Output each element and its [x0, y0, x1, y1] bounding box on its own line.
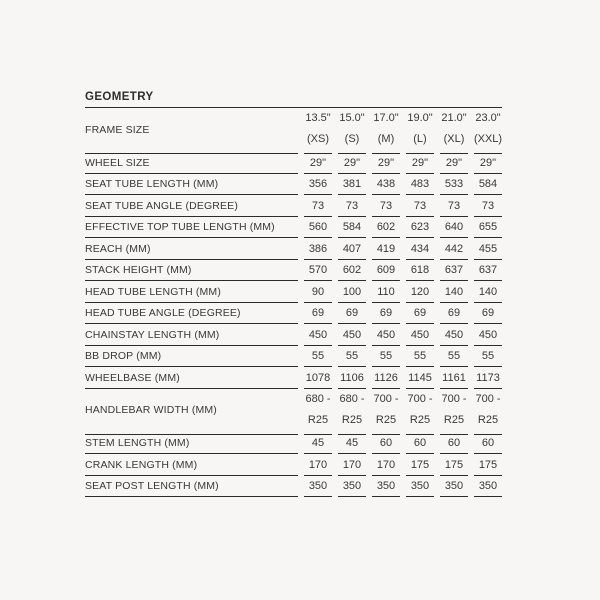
cell: 356	[304, 174, 332, 196]
cell: 29"	[406, 152, 434, 174]
cell: 55	[440, 346, 468, 368]
table-row-reach	[85, 238, 502, 260]
cell: 655	[474, 217, 502, 239]
table-row-seat-tube-angle	[85, 195, 502, 217]
cell: 55	[474, 346, 502, 368]
cell: 73	[372, 195, 400, 217]
cell: 100	[338, 281, 366, 303]
cell: 73	[440, 195, 468, 217]
cell: 73	[474, 195, 502, 217]
cell: 623	[406, 217, 434, 239]
cell: 434	[406, 238, 434, 260]
cell: 637	[440, 260, 468, 282]
cell: 73	[338, 195, 366, 217]
row-label: BB DROP (MM)	[85, 346, 298, 368]
cell: 29"	[440, 152, 468, 174]
row-label: SEAT POST LENGTH (MM)	[85, 476, 298, 498]
cell: 602	[338, 260, 366, 282]
row-label: HEAD TUBE LENGTH (MM)	[85, 281, 298, 303]
cell: 618	[406, 260, 434, 282]
cell: 69	[406, 303, 434, 325]
table-row-stem-length	[85, 433, 502, 455]
cell: 442	[440, 238, 468, 260]
cell: 175	[474, 454, 502, 476]
row-label: REACH (MM)	[85, 238, 298, 260]
cell: 350	[474, 476, 502, 498]
cell: 483	[406, 174, 434, 196]
cell: 1173	[474, 367, 502, 389]
geometry-table	[85, 91, 502, 497]
cell: 23.0" (XXL)	[474, 108, 502, 154]
cell: 60	[406, 433, 434, 455]
cell: 55	[372, 346, 400, 368]
cell: 700 - R25	[406, 389, 434, 435]
cell: 60	[372, 433, 400, 455]
cell: 407	[338, 238, 366, 260]
cell: 60	[474, 433, 502, 455]
row-label: WHEELBASE (MM)	[85, 367, 298, 389]
table-row-wheel-size	[85, 152, 502, 174]
row-label: CRANK LENGTH (MM)	[85, 454, 298, 476]
cell: 700 - R25	[372, 389, 400, 435]
cell: 120	[406, 281, 434, 303]
cell: 450	[440, 324, 468, 346]
cell: 450	[338, 324, 366, 346]
table-row-head-tube-length	[85, 281, 502, 303]
table-row-effective-top-tube-length	[85, 217, 502, 239]
cell: 140	[474, 281, 502, 303]
table-row-handlebar-width	[85, 389, 502, 433]
cell: 69	[338, 303, 366, 325]
cell: 438	[372, 174, 400, 196]
cell: 584	[474, 174, 502, 196]
cell: 350	[406, 476, 434, 498]
cell: 570	[304, 260, 332, 282]
table-row-seat-tube-length	[85, 174, 502, 196]
row-label: HEAD TUBE ANGLE (DEGREE)	[85, 303, 298, 325]
cell: 69	[440, 303, 468, 325]
table-row-head-tube-angle	[85, 303, 502, 325]
cell: 455	[474, 238, 502, 260]
row-label: HANDLEBAR WIDTH (MM)	[85, 389, 298, 435]
cell: 55	[338, 346, 366, 368]
cell: 700 - R25	[474, 389, 502, 435]
cell: 450	[304, 324, 332, 346]
cell: 13.5" (XS)	[304, 108, 332, 154]
cell: 175	[440, 454, 468, 476]
cell: 1126	[372, 367, 400, 389]
cell: 55	[406, 346, 434, 368]
cell: 175	[406, 454, 434, 476]
cell: 350	[440, 476, 468, 498]
row-label: FRAME SIZE	[85, 108, 298, 154]
cell: 584	[338, 217, 366, 239]
row-label: STACK HEIGHT (MM)	[85, 260, 298, 282]
cell: 45	[304, 433, 332, 455]
cell: 170	[372, 454, 400, 476]
cell: 140	[440, 281, 468, 303]
table-row-chainstay-length	[85, 324, 502, 346]
cell: 69	[474, 303, 502, 325]
cell: 21.0" (XL)	[440, 108, 468, 154]
table-row-stack-height	[85, 260, 502, 282]
cell: 419	[372, 238, 400, 260]
cell: 640	[440, 217, 468, 239]
cell: 350	[338, 476, 366, 498]
cell: 170	[338, 454, 366, 476]
cell: 29"	[474, 152, 502, 174]
cell: 609	[372, 260, 400, 282]
row-label: WHEEL SIZE	[85, 152, 298, 174]
cell: 1106	[338, 367, 366, 389]
cell: 19.0" (L)	[406, 108, 434, 154]
cell: 55	[304, 346, 332, 368]
table-row-frame-size	[85, 108, 502, 152]
row-label: STEM LENGTH (MM)	[85, 433, 298, 455]
cell: 110	[372, 281, 400, 303]
cell: 90	[304, 281, 332, 303]
cell: 29"	[304, 152, 332, 174]
cell: 700 - R25	[440, 389, 468, 435]
cell: 1078	[304, 367, 332, 389]
cell: 602	[372, 217, 400, 239]
cell: 17.0" (M)	[372, 108, 400, 154]
cell: 15.0" (S)	[338, 108, 366, 154]
cell: 60	[440, 433, 468, 455]
cell: 450	[372, 324, 400, 346]
cell: 1161	[440, 367, 468, 389]
cell: 680 - R25	[338, 389, 366, 435]
cell: 29"	[338, 152, 366, 174]
cell: 680 - R25	[304, 389, 332, 435]
table-row-crank-length	[85, 454, 502, 476]
cell: 69	[304, 303, 332, 325]
cell: 350	[304, 476, 332, 498]
cell: 1145	[406, 367, 434, 389]
table-row-wheelbase	[85, 367, 502, 389]
cell: 381	[338, 174, 366, 196]
section-header	[85, 91, 502, 108]
cell: 170	[304, 454, 332, 476]
row-label: SEAT TUBE LENGTH (MM)	[85, 174, 298, 196]
cell: 637	[474, 260, 502, 282]
row-label: CHAINSTAY LENGTH (MM)	[85, 324, 298, 346]
cell: 450	[474, 324, 502, 346]
cell: 69	[372, 303, 400, 325]
cell: 386	[304, 238, 332, 260]
table-row-bb-drop	[85, 346, 502, 368]
cell: 73	[406, 195, 434, 217]
cell: 73	[304, 195, 332, 217]
section-title: GEOMETRY	[85, 91, 154, 103]
cell: 45	[338, 433, 366, 455]
cell: 350	[372, 476, 400, 498]
cell: 533	[440, 174, 468, 196]
cell: 560	[304, 217, 332, 239]
table-row-seat-post-length	[85, 476, 502, 498]
cell: 450	[406, 324, 434, 346]
cell: 29"	[372, 152, 400, 174]
row-label: SEAT TUBE ANGLE (DEGREE)	[85, 195, 298, 217]
row-label: EFFECTIVE TOP TUBE LENGTH (MM)	[85, 217, 298, 239]
